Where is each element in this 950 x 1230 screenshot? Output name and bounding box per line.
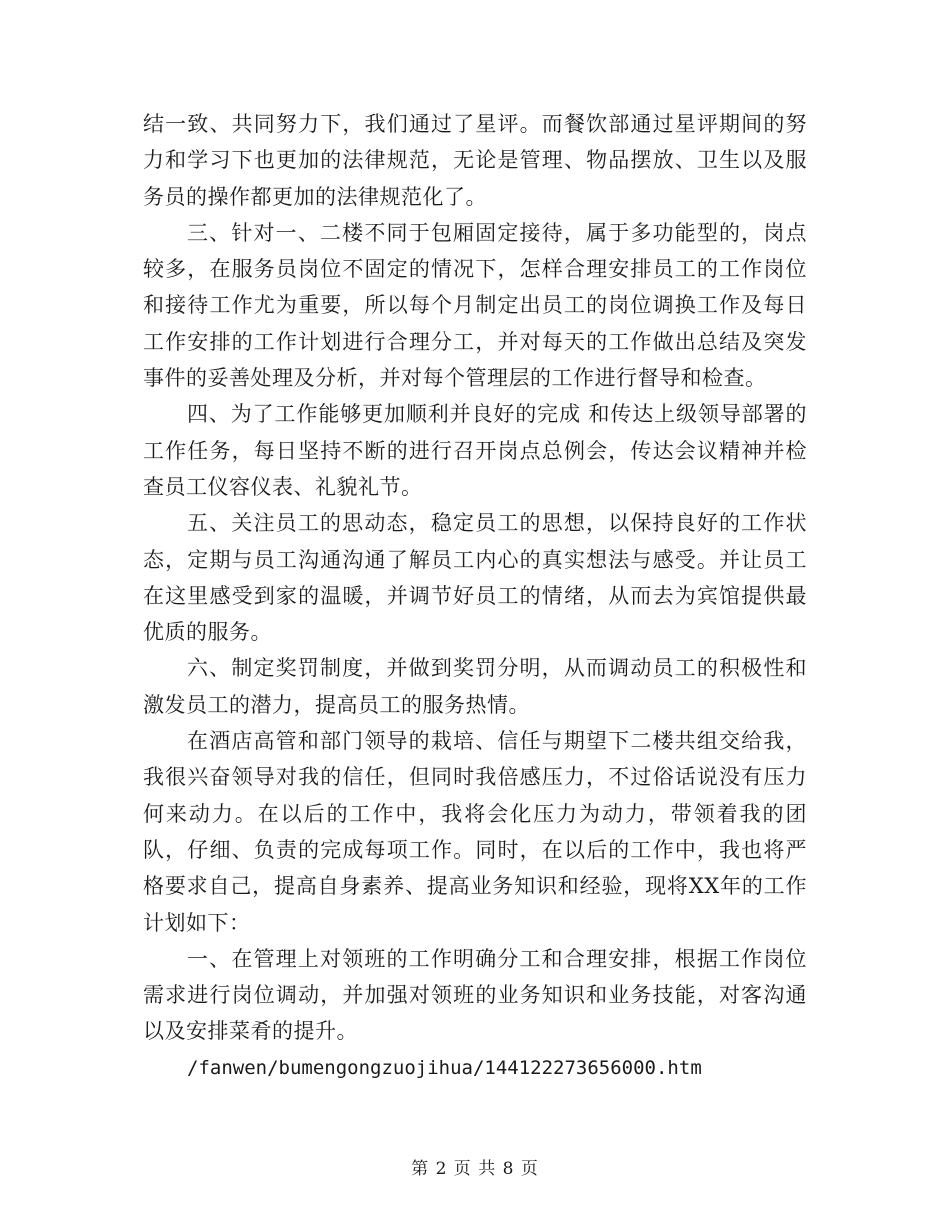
paragraph-item-3: 三、针对一、二楼不同于包厢固定接待，属于多功能型的，岗点较多，在服务员岗位不固定的情况下，怎样合理安排员工的工作岗位和接待工作尤为重要，所以每个月制定出员工的岗位调换工作及每日工作安排的工作计划进行合理分工，并对每天的工作做出总结及突发事件的妥善处理及分析，并对每个管理层的工作进行督导和检查。	[143, 220, 807, 391]
page-footer: 第 2 页 共 8 页	[411, 1159, 539, 1179]
document-body	[143, 106, 807, 1086]
paragraph-item-4: 四、为了工作能够更加顺利并良好的完成 和传达上级领导部署的工作任务，每日坚持不断的进行召开岗点总例会，传达会议精神并检查员工仪容仪表、礼貌礼节。	[143, 402, 807, 499]
paragraph-item-6: 六、制定奖罚制度，并做到奖罚分明，从而调动员工的积极性和激发员工的潜力，提高员工的服务热情。	[143, 656, 807, 717]
paragraph-plan-1: 一、在管理上对领班的工作明确分工和合理安排，根据工作岗位需求进行岗位调动，并加强对领班的业务知识和业务技能，对客沟通以及安排菜肴的提升。	[143, 946, 807, 1044]
paragraph-continuation: 结一致、共同努力下，我们通过了星评。而餐饮部通过星评期间的努力和学习下也更加的法律规范，无论是管理、物品摆放、卫生以及服务员的操作都更加的法律规范化了。	[143, 112, 807, 209]
paragraph-summary: 在酒店高管和部门领导的栽培、信任与期望下二楼共组交给我，我很兴奋领导对我的信任，但同时我倍感压力，不过俗话说没有压力何来动力。在以后的工作中，我将会化压力为动力，带领着我的团队，仔细、负责的完成每项工作。同时，在以后的工作中，我也将严格要求自己，提高自身素养、提高业务知识和经验，现将XX年的工作计划如下：	[143, 729, 807, 935]
source-url: /fanwen/bumengongzuojihua/144122273656000.htm	[187, 1056, 702, 1079]
paragraph-item-5: 五、关注员工的思动态，稳定员工的思想，以保持良好的工作状态，定期与员工沟通沟通了解员工内心的真实想法与感受。并让员工在这里感受到家的温暖，并调节好员工的情绪，从而去为宾馆提供最优质的服务。	[143, 511, 807, 645]
